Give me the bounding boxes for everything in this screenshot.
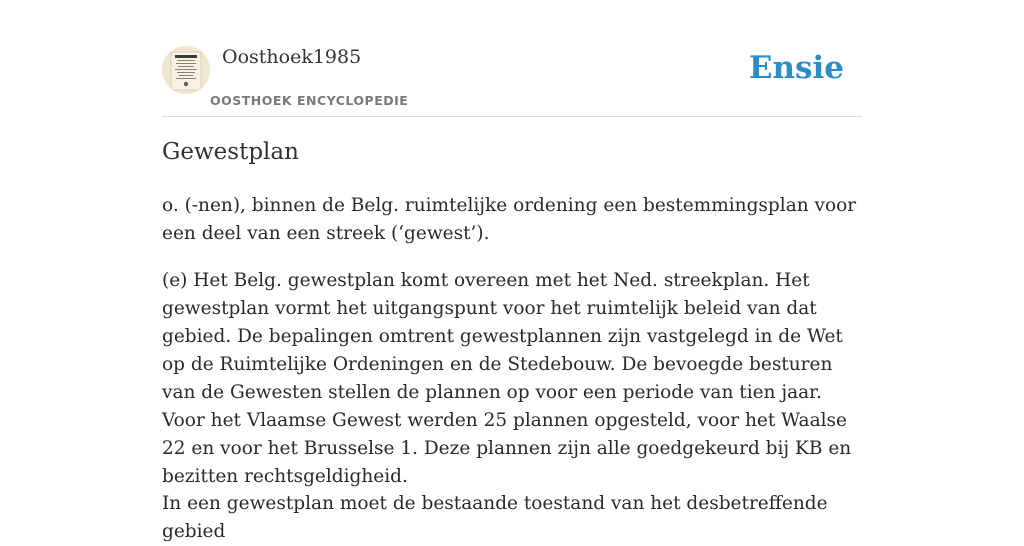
- article-page: [162, 0, 862, 542]
- source-name[interactable]: Oosthoek1985: [222, 46, 362, 68]
- article-title: Gewestplan: [162, 139, 299, 165]
- site-logo[interactable]: Ensie: [748, 50, 844, 86]
- source-header: [162, 0, 862, 117]
- article-paragraph-2: (e) Het Belg. gewestplan komt overeen met het Ned. streekplan. Het gewestplan vormt het uitgangspunt voor het ruimtelijk beleid van dat gebied. De bepalingen omtrent gewestplannen zijn vastgelegd in de Wet op de Ruimtelijke Ordeningen en de Stedebouw. De bevoegde besturen van de Gewesten stellen de plannen op voor een periode van tien jaar. Voor het Vlaamse Gewest werden 25 plannen opgesteld, voor het Waalse 22 en voor het Brusselse 1. Deze plannen zijn alle goedgekeurd bij KB en bezitten rechtsgeldigheid.: [162, 270, 852, 487]
- article-paragraph-1: o. (-nen), binnen de Belg. ruimtelijke ordening een bestemmingsplan voor een deel van een streek (‘gewest’).: [162, 195, 857, 244]
- source-subtitle[interactable]: OOSTHOEK ENCYCLOPEDIE: [210, 93, 409, 108]
- source-avatar[interactable]: [162, 46, 210, 94]
- article-paragraph-3: In een gewestplan moet de bestaande toestand van het desbetreffende gebied: [162, 493, 828, 542]
- book-title-page-icon: [162, 46, 210, 94]
